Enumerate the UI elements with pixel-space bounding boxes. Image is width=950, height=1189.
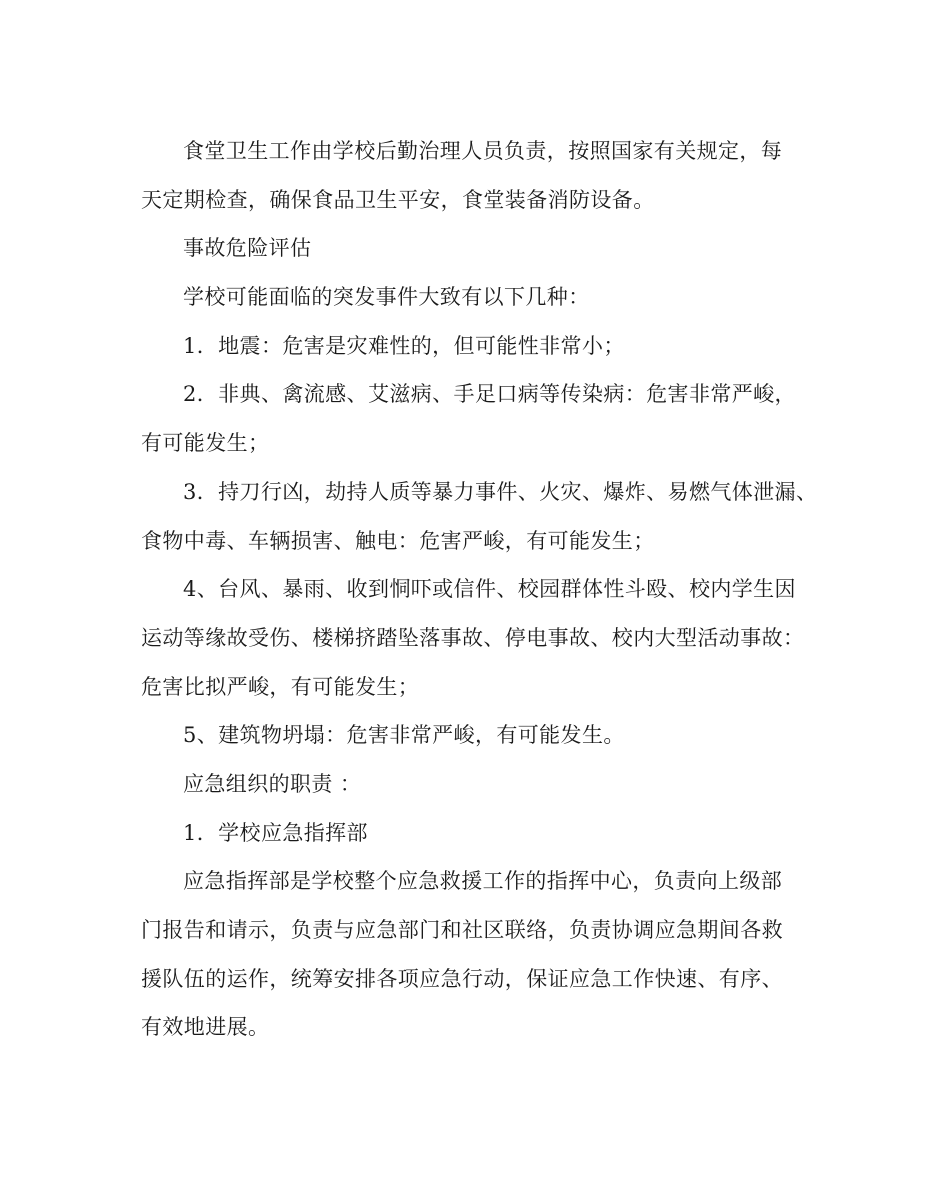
list-item-continuation: 危害比拟严峻，有可能发生； — [141, 674, 420, 699]
section-heading: 事故危险评估 — [183, 236, 312, 261]
list-item-continuation: 食物中毒、车辆损害、触电：危害严峻，有可能发生； — [141, 528, 655, 553]
paragraph-line: 天定期检查，确保食品卫生平安，食堂装备消防设备。 — [141, 187, 655, 212]
section-heading: 应急组织的职责 ： — [183, 771, 362, 796]
list-item: 4、台风、暴雨、收到恫吓或信件、校园群体性斗殴、校内学生因 — [183, 577, 796, 602]
list-item: 5、建筑物坍塌：危害非常严峻，有可能发生。 — [183, 723, 625, 748]
list-item: 2．非典、禽流感、艾滋病、手足口病等传染病：危害非常严峻， — [183, 382, 796, 407]
subsection-heading: 1．学校应急指挥部 — [183, 820, 368, 845]
paragraph-line: 有效地进展。 — [141, 1015, 270, 1040]
list-item-continuation: 运动等缘故受伤、楼梯挤踏坠落事故、停电事故、校内大型活动事故： — [141, 625, 805, 650]
list-item: 1．地震：危害是灾难性的，但可能性非常小； — [183, 333, 625, 358]
list-item-continuation: 有可能发生； — [141, 431, 270, 456]
list-item: 3．持刀行凶，劫持人质等暴力事件、火灾、爆炸、易燃气体泄漏、 — [183, 479, 818, 504]
paragraph-line: 学校可能面临的突发事件大致有以下几种： — [183, 285, 590, 310]
paragraph-line: 应急指挥部是学校整个应急救援工作的指挥中心，负责向上级部 — [183, 869, 783, 894]
document-body — [141, 127, 821, 1052]
paragraph-line: 援队伍的运作，统筹安排各项应急行动，保证应急工作快速、有序、 — [141, 966, 783, 991]
paragraph-line: 门报告和请示，负责与应急部门和社区联络，负责协调应急期间各救 — [141, 918, 783, 942]
paragraph-line: 食堂卫生工作由学校后勤治理人员负责，按照国家有关规定，每 — [183, 139, 783, 163]
